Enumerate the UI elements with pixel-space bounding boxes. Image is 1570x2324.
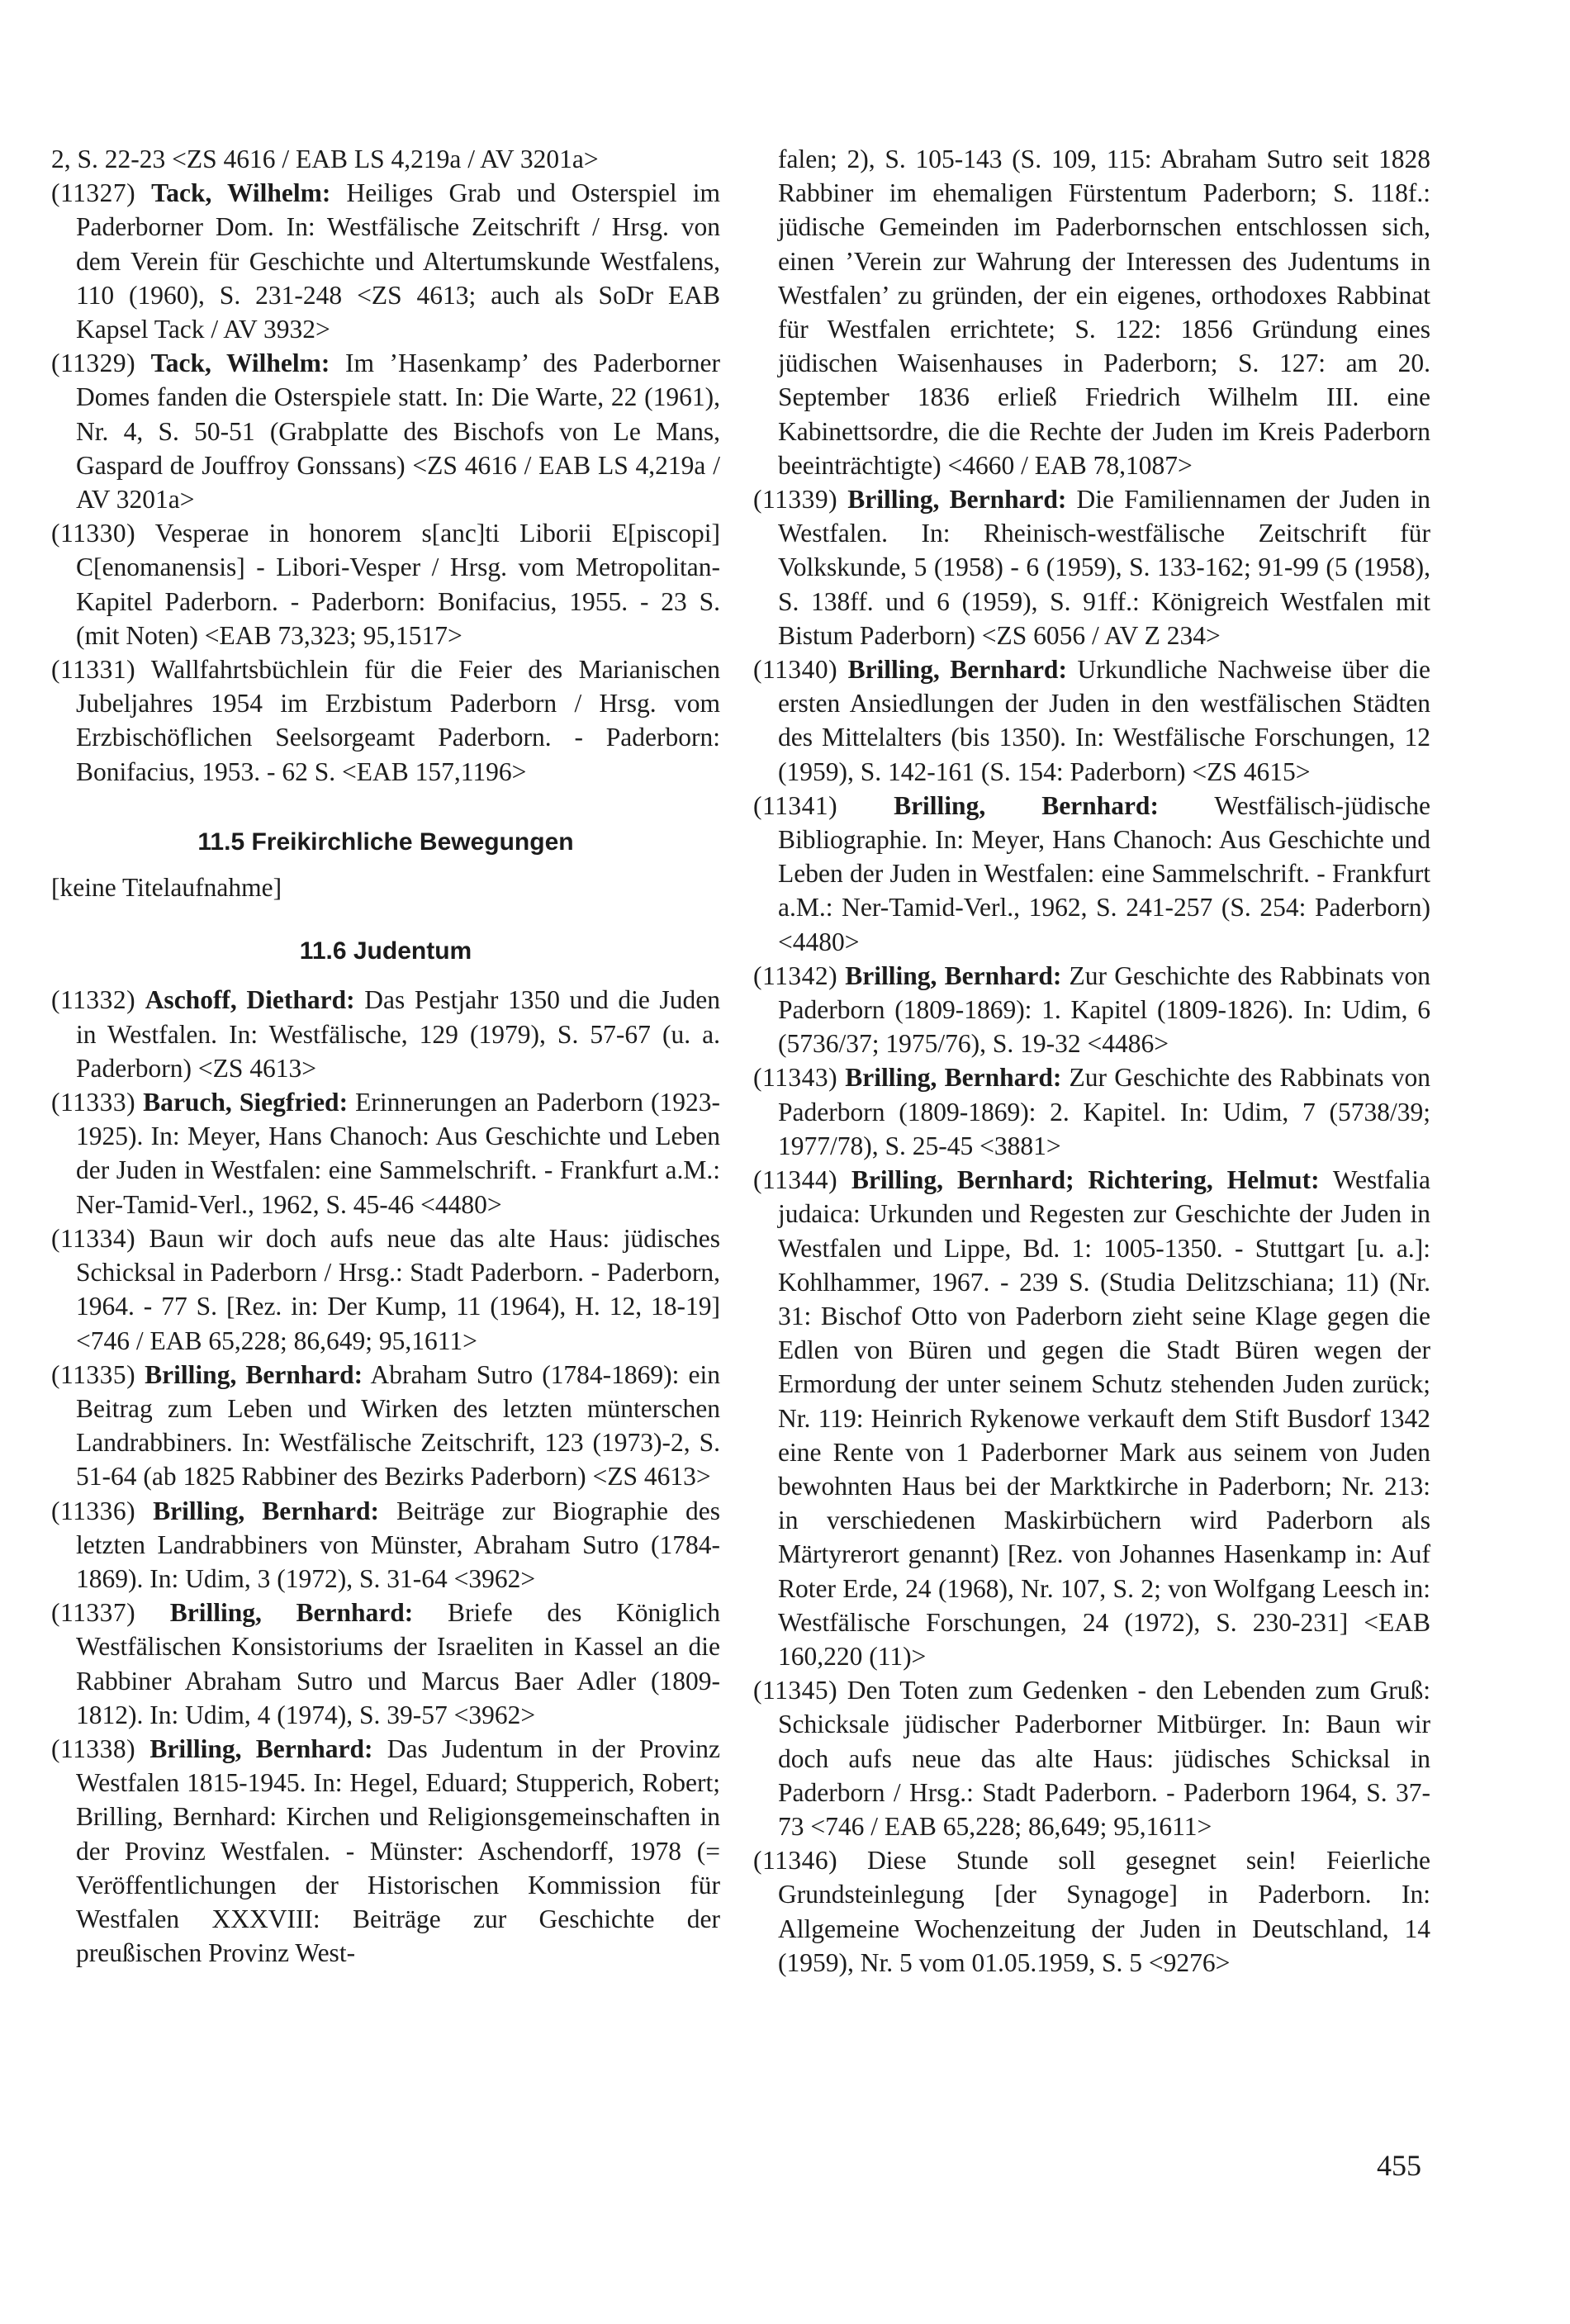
entry-author: Brilling, Bernhard: [153, 1496, 380, 1525]
bibliography-entry [51, 983, 720, 1085]
entry-author: Tack, Wilhelm: [151, 178, 331, 208]
entry-number: (11333) [51, 1088, 136, 1117]
entry-text: Zur Geschichte des Rabbinats von Paderborn (1809-1869): 1. Kapitel (1809-1826). In: Udim, 6 (5736/37; 1975/76), S. 19-32 <4486> [778, 960, 1430, 1059]
entry-number: (11342) [753, 960, 838, 990]
entry-list-a [51, 176, 720, 789]
entry-text: Westfalia judaica: Urkunden und Regesten zur Geschichte der Juden in Westfalen und Lippe, Bd. 1: 1005-1350. - Stuttgart [u. a.]: Kohlhammer, 1967. - 239 S. (Studia Delitzschiana; 11) (Nr. 31: Bischof Otto von Paderborn zieht seine Klage gegen die Edlen von Büren und gegen die Stadt Büren wegen der Ermordung der unter seinem Schutz stehenden Juden zurück; Nr. 119: Heinrich Rykenowe verkauft dem Stift Busdorf 1342 eine Rente von 1 Paderborner Mark aus seinem von Juden bewohnten Haus bei der Marktkirche in Paderborn; Nr. 213: in verschiedenen Maskirbüchern wird Paderborn als Märtyrerort genannt) [Rez. von Johannes Hasenkamp in: Auf Roter Erde, 24 (1968), Nr. 107, S. 2; von Wolfgang Leesch in: Westfälische Forschungen, 24 (1972), S. 230-231] <EAB 160,220 (11)> [778, 1165, 1430, 1671]
entry-text: Westfälisch-jüdische Bibliographie. In: Meyer, Hans Chanoch: Aus Geschichte und Leben der Juden in Westfalen: eine Sammelschrift. - Frankfurt a.M.: Ner-Tamid-Verl., 1962, S. 241-257 (S. 254: Paderborn) <4480> [778, 790, 1431, 956]
entry-number: (11338) [51, 1734, 136, 1763]
bibliography-entry [753, 482, 1430, 652]
entry-text: Abraham Sutro (1784-1869): ein Beitrag zum Leben und Wirken des letzten münterschen Landrabbiners. In: Westfälische Zeitschrift, 123 (1973)-2, S. 51-64 (ab 1825 Rabbiner des Bezirks Paderborn) <ZS 4613> [76, 1359, 720, 1492]
entry-number: (11332) [51, 985, 136, 1015]
continuation-text: falen; 2), S. 105-143 (S. 109, 115: Abraham Sutro seit 1828 Rabbiner im ehemaligen Fürstentum Paderborn; S. 118f.: jüdische Gemeinden im Paderbornschen entschlossen sich, einen ’Verein zur Wahrung der Interessen des Judentums in Westfalen’ zu gründen, der ein eigenes, orthodoxes Rabbinat für Westfalen errichtete; S. 122: 1856 Gründung eines jüdischen Waisenhauses in Paderborn; S. 127: am 20. September 1836 erließ Friedrich Wilhelm III. eine Kabinettsordre, die die Rechte der Juden im Kreis Paderborn beeinträchtigte) <4660 / EAB 78,1087> [778, 145, 1430, 480]
bibliography-entry [51, 346, 720, 516]
bibliography-entry [51, 652, 720, 789]
entry-author: Brilling, Bernhard: [845, 960, 1062, 990]
section-note: [keine Titelaufnahme] [51, 873, 282, 903]
entry-number: (11345) [753, 1676, 838, 1705]
bibliography-entry [753, 1060, 1430, 1163]
bibliography-entry [51, 516, 720, 652]
bibliography-entry [753, 1163, 1430, 1673]
entry-text: Heiliges Grab und Osterspiel im Paderborner Dom. In: Westfälische Zeitschrift / Hrsg. von dem Verein für Geschichte und Altertumskunde Westfalens, 110 (1960), S. 231-248 <ZS 4613; auch als SoDr EAB Kapsel Tack / AV 3932> [76, 178, 721, 344]
entry-list-right [753, 482, 1430, 1980]
entry-number: (11340) [753, 655, 838, 685]
page-number: 455 [1377, 2149, 1421, 2182]
entry-number: (11329) [51, 349, 136, 378]
right-column [753, 142, 1430, 1980]
entry-text: Die Familiennamen der Juden in Westfalen. In: Rheinisch-westfälische Zeitschrift für Volkskunde, 5 (1958) - 6 (1959), S. 133-162; 91-99 (5 (1958), S. 138ff. und 6 (1959), S. 91ff.: Königreich Westfalen mit Bistum Paderborn) <ZS 6056 / AV Z 234> [778, 485, 1430, 650]
entry-text: Zur Geschichte des Rabbinats von Paderborn (1809-1869): 2. Kapitel. In: Udim, 7 (5738/39; 1977/78), S. 25-45 <3881> [778, 1063, 1430, 1160]
entry-text: Urkundliche Nachweise über die ersten Ansiedlungen der Juden in den westfälischen Städten des Mittelalters (bis 1350). In: Westfälische Forschungen, 12 (1959), S. 142-161 (S. 154: Paderborn) <ZS 4615> [778, 655, 1431, 786]
bibliography-entry [51, 1732, 720, 1970]
entry-text: Den Toten zum Gedenken - den Lebenden zum Gruß: Schicksale jüdischer Paderborner Mitbürger. In: Baun wir doch aufs neue das alte Haus: jüdisches Schicksal in Paderborn / Hrsg.: Stadt Paderborn. - Paderborn 1964, S. 37-73 <746 / EAB 65,228; 86,649; 95,1611> [778, 1676, 1430, 1841]
entry-author: Brilling, Bernhard: [145, 1359, 363, 1389]
bibliography-entry [753, 789, 1430, 959]
entry-author: Brilling, Bernhard: [847, 485, 1067, 515]
entry-number: (11330) [51, 519, 136, 548]
entry-number: (11339) [753, 485, 838, 515]
bibliography-entry [51, 1221, 720, 1358]
entry-author: Aschoff, Diethard: [145, 985, 355, 1015]
bibliography-entry [51, 1494, 720, 1596]
entry-number: (11334) [51, 1223, 136, 1253]
bibliography-entry [753, 652, 1430, 789]
bibliography-entry [753, 959, 1430, 1061]
entry-author: Brilling, Bernhard: [894, 790, 1159, 820]
entry-list-b [51, 983, 720, 1970]
section-heading-11-6: 11.6 Judentum [299, 937, 472, 965]
left-column [51, 142, 720, 1970]
entry-number: (11327) [51, 178, 136, 208]
entry-number: (11346) [753, 1846, 838, 1876]
entry-text: Wallfahrtsbüchlein für die Feier des Marianischen Jubeljahres 1954 im Erzbistum Paderborn / Hrsg. vom Erzbischöflichen Seelsorgeamt Paderborn. - Paderborn: Bonifacius, 1953. - 62 S. <EAB 157,1196> [76, 655, 720, 786]
entry-text: Erinnerungen an Paderborn (1923-1925). In: Meyer, Hans Chanoch: Aus Geschichte und Leben der Juden in Westfalen: eine Sammelschrift. - Frankfurt a.M.: Ner-Tamid-Verl., 1962, S. 45-46 <4480> [76, 1088, 720, 1219]
bibliography-entry [51, 1085, 720, 1221]
entry-author: Baruch, Siegfried: [143, 1088, 349, 1117]
bibliography-entry [753, 1843, 1430, 1980]
entry-text: Briefe des Königlich Westfälischen Konsistoriums der Israeliten in Kassel an die Rabbiner Abraham Sutro und Marcus Baer Adler (1809-1812). In: Udim, 4 (1974), S. 39-57 <3962> [76, 1598, 720, 1729]
entry-text: Vesperae in honorem s[anc]ti Liborii E[piscopi] C[enomanensis] - Libori-Vesper / Hrsg. vom Metropolitan-Kapitel Paderborn. - Paderborn: Bonifacius, 1955. - 23 S. (mit Noten) <EAB 73,323; 95,1517> [76, 519, 720, 650]
bibliography-entry [753, 1673, 1430, 1843]
entry-author: Brilling, Bernhard: [149, 1734, 373, 1763]
entry-author: Tack, Wilhelm: [150, 349, 330, 378]
entry-text: Im ’Hasenkamp’ des Paderborner Domes fanden die Osterspiele statt. In: Die Warte, 22 (1961), Nr. 4, S. 50-51 (Grabplatte des Bischofs von Le Mans, Gaspard de Jouffroy Gonssans) <ZS 4616 / EAB LS 4,219a / AV 3201a> [76, 349, 721, 515]
entry-author: Brilling, Bernhard; Richtering, Helmut: [851, 1165, 1320, 1195]
bibliography-entry [51, 1358, 720, 1494]
entry-author: Brilling, Bernhard: [847, 655, 1067, 685]
entry-number: (11341) [753, 790, 838, 820]
lead-in-text: 2, S. 22-23 <ZS 4616 / EAB LS 4,219a / AV 3201a> [51, 145, 599, 173]
entry-text: Das Pestjahr 1350 und die Juden in Westfalen. In: Westfälische, 129 (1979), S. 57-67 (u. a. Paderborn) <ZS 4613> [76, 985, 721, 1083]
bibliography-entry [51, 176, 720, 346]
entry-number: (11336) [51, 1496, 136, 1525]
entry-text: Diese Stunde soll gesegnet sein! Feierliche Grundsteinlegung [der Synagoge] in Paderborn. In: Allgemeine Wochenzeitung der Juden in Deutschland, 14 (1959), Nr. 5 vom 01.05.1959, S. 5 <9276> [778, 1846, 1430, 1977]
entry-number: (11335) [51, 1359, 136, 1389]
section-heading-11-5: 11.5 Freikirchliche Bewegungen [197, 828, 574, 856]
entry-number: (11337) [51, 1598, 136, 1628]
entry-text: Beiträge zur Biographie des letzten Landrabbiners von Münster, Abraham Sutro (1784-1869). In: Udim, 3 (1972), S. 31-64 <3962> [76, 1496, 720, 1593]
entry-number: (11344) [753, 1165, 838, 1195]
entry-text: Das Judentum in der Provinz Westfalen 1815-1945. In: Hegel, Eduard; Stupperich, Robert; Brilling, Bernhard: Kirchen und Religionsgemeinschaften in der Provinz Westfalen. - Münster: Aschendorff, 1978 (= Veröffentlichungen der Historischen Kommission für Westfalen XXXVIII: Beiträge zur Geschichte der preußischen Provinz West- [76, 1734, 720, 1968]
entry-author: Brilling, Bernhard: [845, 1063, 1062, 1093]
entry-number: (11343) [753, 1063, 838, 1093]
entry-author: Brilling, Bernhard: [169, 1598, 414, 1628]
entry-text: Baun wir doch aufs neue das alte Haus: jüdisches Schicksal in Paderborn / Hrsg.: Stadt Paderborn. - Paderborn, 1964. - 77 S. [Rez. in: Der Kump, 11 (1964), H. 12, 18-19] <746 / EAB 65,228; 86,649; 95,1611> [76, 1223, 720, 1355]
entry-number: (11331) [51, 655, 136, 685]
bibliography-entry [51, 1596, 720, 1732]
